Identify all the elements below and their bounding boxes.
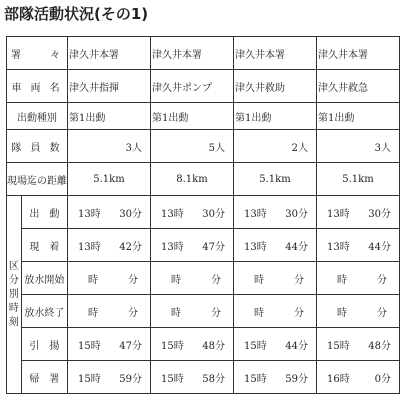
dispatch-label: 出動種別: [7, 103, 68, 130]
unit-activity-table: [6, 36, 400, 394]
crew-cell: 5人: [151, 130, 234, 163]
distance-cell: 8.1km: [151, 163, 234, 196]
time-cell: [68, 295, 151, 328]
vehicle-cell: 津久井救急: [317, 70, 400, 103]
time-group-char: 刻: [8, 316, 19, 328]
hour-value: 時: [254, 274, 264, 286]
vehicle-cell: 津久井指揮: [68, 70, 151, 103]
time-cell: [151, 229, 234, 262]
time-cell: [234, 328, 317, 361]
dispatch-row: [7, 103, 400, 130]
minute-value: 分: [211, 274, 221, 286]
hour-value: 13時: [161, 241, 184, 253]
hour-value: 13時: [78, 208, 101, 220]
time-cell: [317, 229, 400, 262]
dispatch-cell: 第1出動: [151, 103, 234, 130]
station-row: [7, 37, 400, 70]
station-cell: 津久井本署: [151, 37, 234, 70]
time-cell: [151, 328, 234, 361]
time-cell: [317, 262, 400, 295]
minute-value: 分: [128, 307, 138, 319]
hour-value: 13時: [244, 241, 267, 253]
hour-value: 13時: [327, 208, 350, 220]
time-cell: [234, 229, 317, 262]
crew-cell: 3人: [317, 130, 400, 163]
distance-label: 現場迄の距離: [7, 163, 68, 196]
minute-value: 48分: [368, 340, 391, 352]
hour-value: 時: [171, 274, 181, 286]
hour-value: 15時: [161, 373, 184, 385]
time-cell: [68, 328, 151, 361]
time-cell: [151, 196, 234, 229]
time-group-label: [7, 196, 22, 394]
minute-value: 30分: [202, 208, 225, 220]
time-label: 放水終了: [21, 295, 67, 328]
time-label: 放水開始: [21, 262, 67, 295]
vehicle-label: 車 両 名: [7, 70, 68, 103]
hour-value: 13時: [244, 208, 267, 220]
hour-value: 時: [88, 307, 98, 319]
minute-value: 59分: [285, 373, 308, 385]
hour-value: 15時: [327, 340, 350, 352]
vehicle-row: [7, 70, 400, 103]
distance-cell: 5.1km: [234, 163, 317, 196]
time-row: [7, 229, 400, 262]
time-cell: [317, 328, 400, 361]
hour-value: 15時: [244, 373, 267, 385]
minute-value: 30分: [368, 208, 391, 220]
time-row: [7, 196, 400, 229]
minute-value: 42分: [119, 241, 142, 253]
time-cell: [317, 361, 400, 394]
time-cell: [68, 262, 151, 295]
hour-value: 時: [88, 274, 98, 286]
dispatch-cell: 第1出動: [234, 103, 317, 130]
time-row: [7, 262, 400, 295]
dispatch-cell: 第1出動: [68, 103, 151, 130]
minute-value: 分: [294, 307, 304, 319]
hour-value: 13時: [78, 241, 101, 253]
page-title: 部隊活動状況(その1): [4, 5, 149, 23]
hour-value: 15時: [244, 340, 267, 352]
minute-value: 58分: [202, 373, 225, 385]
minute-value: 44分: [368, 241, 391, 253]
hour-value: 13時: [327, 241, 350, 253]
time-cell: [151, 295, 234, 328]
minute-value: 30分: [119, 208, 142, 220]
time-cell: [151, 262, 234, 295]
crew-cell: 3人: [68, 130, 151, 163]
time-row: [7, 328, 400, 361]
minute-value: 59分: [119, 373, 142, 385]
crew-row: [7, 130, 400, 163]
station-cell: 津久井本署: [234, 37, 317, 70]
minute-value: 0分: [374, 373, 391, 385]
crew-label: 隊 員 数: [7, 130, 68, 163]
minute-value: 分: [377, 274, 387, 286]
minute-value: 分: [211, 307, 221, 319]
minute-value: 分: [128, 274, 138, 286]
hour-value: 時: [171, 307, 181, 319]
time-cell: [68, 361, 151, 394]
time-cell: [234, 361, 317, 394]
time-cell: [234, 262, 317, 295]
time-cell: [317, 196, 400, 229]
station-cell: 津久井本署: [68, 37, 151, 70]
minute-value: 分: [294, 274, 304, 286]
station-cell: 津久井本署: [317, 37, 400, 70]
hour-value: 13時: [161, 208, 184, 220]
time-group-char: 時: [8, 302, 19, 314]
minute-value: 44分: [285, 340, 308, 352]
time-cell: [68, 229, 151, 262]
crew-cell: 2人: [234, 130, 317, 163]
time-cell: [234, 196, 317, 229]
time-group-char: 別: [8, 288, 19, 300]
station-label: 署 々: [7, 37, 68, 70]
time-group-char: 区: [8, 260, 19, 272]
distance-cell: 5.1km: [68, 163, 151, 196]
minute-value: 30分: [285, 208, 308, 220]
hour-value: 時: [337, 274, 347, 286]
dispatch-cell: 第1出動: [317, 103, 400, 130]
time-label: 出 動: [21, 196, 67, 229]
hour-value: 15時: [161, 340, 184, 352]
minute-value: 47分: [119, 340, 142, 352]
minute-value: 44分: [285, 241, 308, 253]
minute-value: 分: [377, 307, 387, 319]
time-label: 現 着: [21, 229, 67, 262]
time-cell: [234, 295, 317, 328]
time-label: 引 揚: [21, 328, 67, 361]
hour-value: 15時: [78, 373, 101, 385]
minute-value: 48分: [202, 340, 225, 352]
hour-value: 16時: [327, 373, 350, 385]
time-label: 帰 署: [21, 361, 67, 394]
vehicle-cell: 津久井ポンプ: [151, 70, 234, 103]
time-row: [7, 361, 400, 394]
distance-row: [7, 163, 400, 196]
distance-cell: 5.1km: [317, 163, 400, 196]
time-cell: [317, 295, 400, 328]
time-cell: [151, 361, 234, 394]
hour-value: 時: [254, 307, 264, 319]
time-group-char: 分: [8, 274, 19, 286]
time-cell: [68, 196, 151, 229]
minute-value: 47分: [202, 241, 225, 253]
hour-value: 時: [337, 307, 347, 319]
hour-value: 15時: [78, 340, 101, 352]
time-row: [7, 295, 400, 328]
vehicle-cell: 津久井救助: [234, 70, 317, 103]
